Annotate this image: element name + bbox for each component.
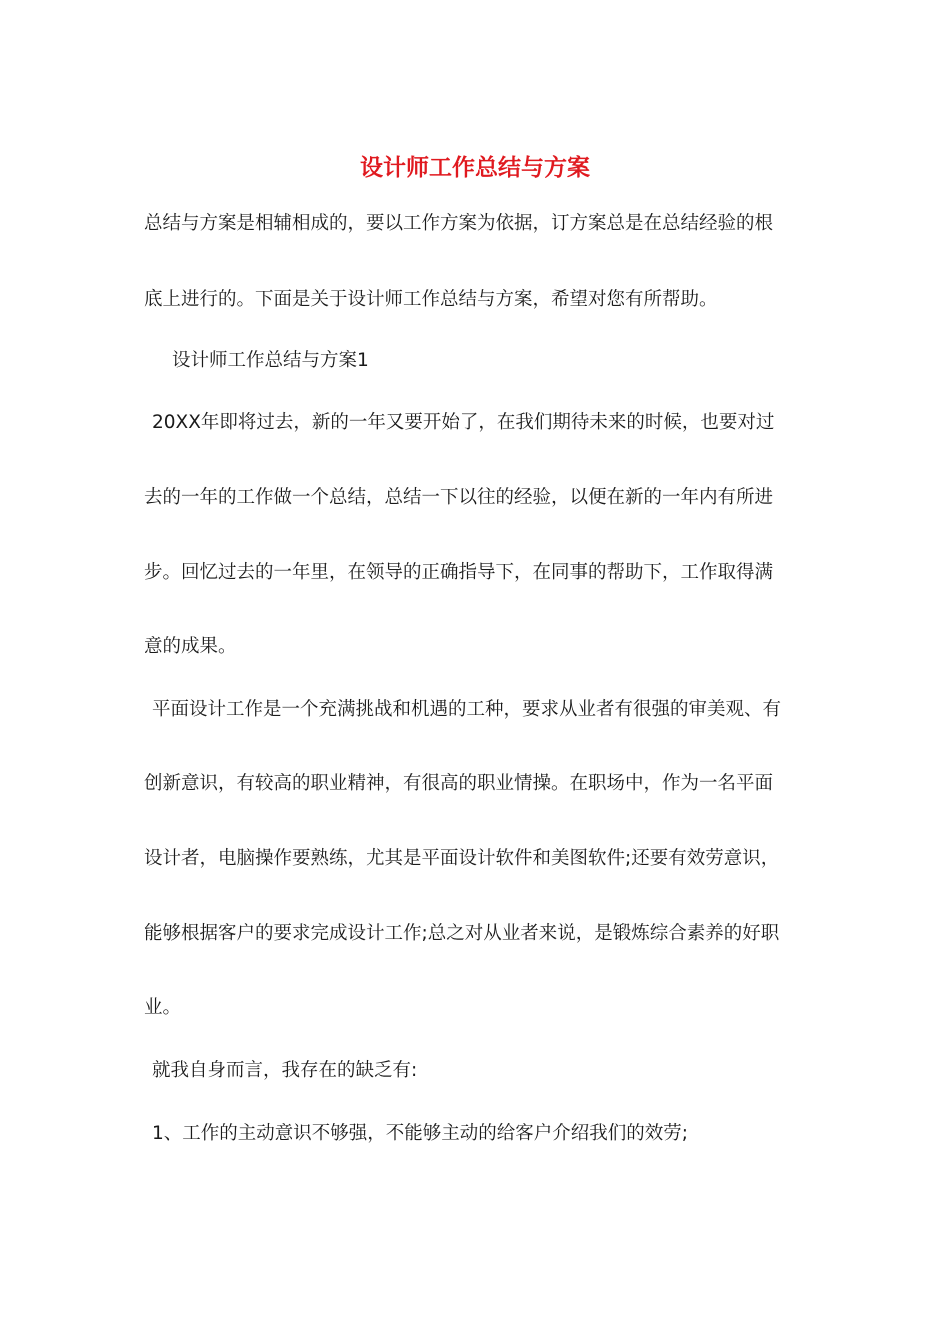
paragraph-line-12: 业。 [144,997,182,1018]
document-title: 设计师工作总结与方案 [360,154,590,181]
paragraph-line-1: 总结与方案是相辅相成的，要以工作方案为依据，订方案总是在总结经验的根 [144,213,774,234]
paragraph-line-13: 就我自身而言，我存在的缺乏有: [152,1060,418,1081]
paragraph-line-8: 平面设计工作是一个充满挑战和机遇的工种，要求从业者有很强的审美观、有 [152,699,782,720]
section-heading: 设计师工作总结与方案1 [172,350,369,371]
paragraph-line-2: 底上进行的。下面是关于设计师工作总结与方案，希望对您有所帮助。 [144,289,718,310]
paragraph-line-9: 创新意识，有较高的职业精神，有很高的职业情操。在职场中，作为一名平面 [144,773,774,794]
paragraph-line-5: 去的一年的工作做一个总结，总结一下以往的经验，以便在新的一年内有所进 [144,487,774,508]
list-item-1: 1、工作的主动意识不够强，不能够主动的给客户介绍我们的效劳; [152,1123,689,1144]
paragraph-line-7: 意的成果。 [144,636,237,657]
paragraph-line-10: 设计者，电脑操作要熟练，尤其是平面设计软件和美图软件;还要有效劳意识， [144,848,780,869]
paragraph-line-4: 20XX年即将过去，新的一年又要开始了，在我们期待未来的时候，也要对过 [152,412,775,433]
paragraph-line-11: 能够根据客户的要求完成设计工作;总之对从业者来说，是锻炼综合素养的好职 [144,923,780,944]
paragraph-line-6: 步。回忆过去的一年里，在领导的正确指导下，在同事的帮助下，工作取得满 [144,562,774,583]
